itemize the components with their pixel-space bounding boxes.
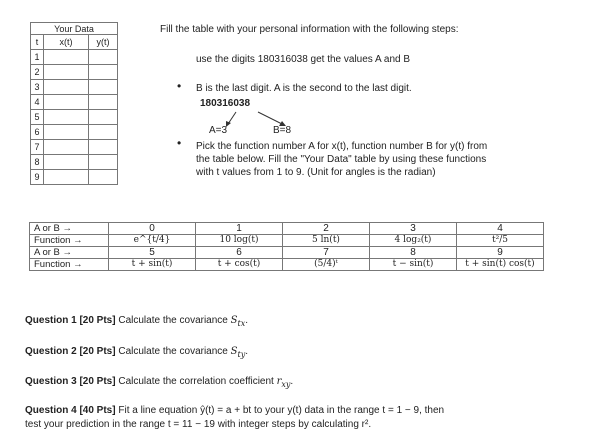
question-3-symbol: r: [276, 376, 282, 387]
bullet2-line1: Pick the function number A for x(t), function number B for y(t) from: [196, 141, 488, 152]
function-expression: t + cos(t): [196, 259, 283, 271]
question-2: Question 2 [20 Pts] Calculate the covariance $S_{ty}$.: [25, 346, 249, 359]
arrow-a-line: [228, 112, 236, 124]
instructions-heading: Fill the table with your personal information with the following steps:: [160, 24, 459, 35]
question-1-symbol: S: [230, 315, 238, 326]
your-data-title: Your Data: [31, 23, 118, 35]
arrow-b-line: [258, 112, 282, 124]
bullet-dot: •: [177, 136, 182, 150]
question-1-text: Calculate the covariance: [118, 315, 228, 326]
row-label: A or B →: [30, 223, 109, 235]
table-row-t: 4: [31, 95, 44, 110]
table-row-t: 8: [31, 155, 44, 170]
question-1-subscript: tx: [237, 319, 246, 328]
function-expression: t + sin(t): [109, 259, 196, 271]
question-1-label: Question 1 [20 Pts]: [25, 315, 116, 326]
a-value-label: A=3: [209, 125, 228, 136]
row-label: Function →: [30, 259, 109, 271]
question-2-label: Question 2 [20 Pts]: [25, 346, 116, 357]
function-expression: 10 log(t): [196, 235, 283, 247]
question-3-subscript: xy: [281, 380, 291, 389]
table-row-t: 3: [31, 80, 44, 95]
function-expression: 4 log₂(t): [370, 235, 457, 247]
function-number: 8: [370, 247, 457, 259]
function-expression: t²/5: [457, 235, 544, 247]
function-expression: e^{t/4}: [109, 235, 196, 247]
question-3-text: Calculate the correlation coefficient: [118, 376, 274, 387]
function-expression: t + sin(t) cos(t): [457, 259, 544, 271]
function-table: [29, 222, 544, 271]
table-row-t: 6: [31, 125, 44, 140]
function-expression: t − sin(t): [370, 259, 457, 271]
function-number: 2: [283, 223, 370, 235]
function-number: 6: [196, 247, 283, 259]
function-number: 3: [370, 223, 457, 235]
header-x: x(t): [44, 35, 89, 50]
question-3: Question 3 [20 Pts] Calculate the correlation coefficient $r_{xy}$.: [25, 376, 294, 389]
table-row-t: 9: [31, 170, 44, 185]
question-4-line1: Fit a line equation ŷ(t) = a + bt to your y(t) data in the range t = 1 − 9, then: [118, 405, 445, 416]
function-number: 5: [109, 247, 196, 259]
table-row-t: 5: [31, 110, 44, 125]
question-2-symbol: S: [230, 346, 238, 357]
row-label: Function →: [30, 235, 109, 247]
question-4-line2: test your prediction in the range t = 11 − 19 with integer steps by calculating r².: [25, 419, 372, 430]
b-value-label: B=8: [273, 125, 292, 136]
bullet2-line2: the table below. Fill the "Your Data" table by using these functions: [196, 154, 487, 165]
function-expression: 5 ln(t): [283, 235, 370, 247]
bullet2-line3: with t values from 1 to 9. (Unit for angles is the radian): [196, 167, 436, 178]
question-2-text: Calculate the covariance: [118, 346, 228, 357]
function-number: 1: [196, 223, 283, 235]
header-t: t: [31, 35, 44, 50]
question-1: Question 1 [20 Pts] Calculate the covariance $S_{tx}$.: [25, 315, 249, 328]
table-row-t: 2: [31, 65, 44, 80]
question-3-label: Question 3 [20 Pts]: [25, 376, 116, 387]
bullet-dot: •: [177, 79, 182, 93]
question-4-label: Question 4 [40 Pts]: [25, 405, 116, 416]
function-number: 4: [457, 223, 544, 235]
question-2-subscript: ty: [237, 350, 246, 359]
function-number: 9: [457, 247, 544, 259]
function-number: 0: [109, 223, 196, 235]
bullet1-text: B is the last digit. A is the second to the last digit.: [196, 83, 412, 94]
row-label: A or B →: [30, 247, 109, 259]
student-number: 180316038: [200, 98, 251, 109]
question-4: [25, 404, 444, 432]
header-y: y(t): [89, 35, 118, 50]
table-row-t: 7: [31, 140, 44, 155]
function-number: 7: [283, 247, 370, 259]
function-expression: (5/4)ᵗ: [283, 259, 370, 271]
digits-line: use the digits 180316038 get the values A and B: [196, 54, 411, 65]
table-row-t: 1: [31, 50, 44, 65]
